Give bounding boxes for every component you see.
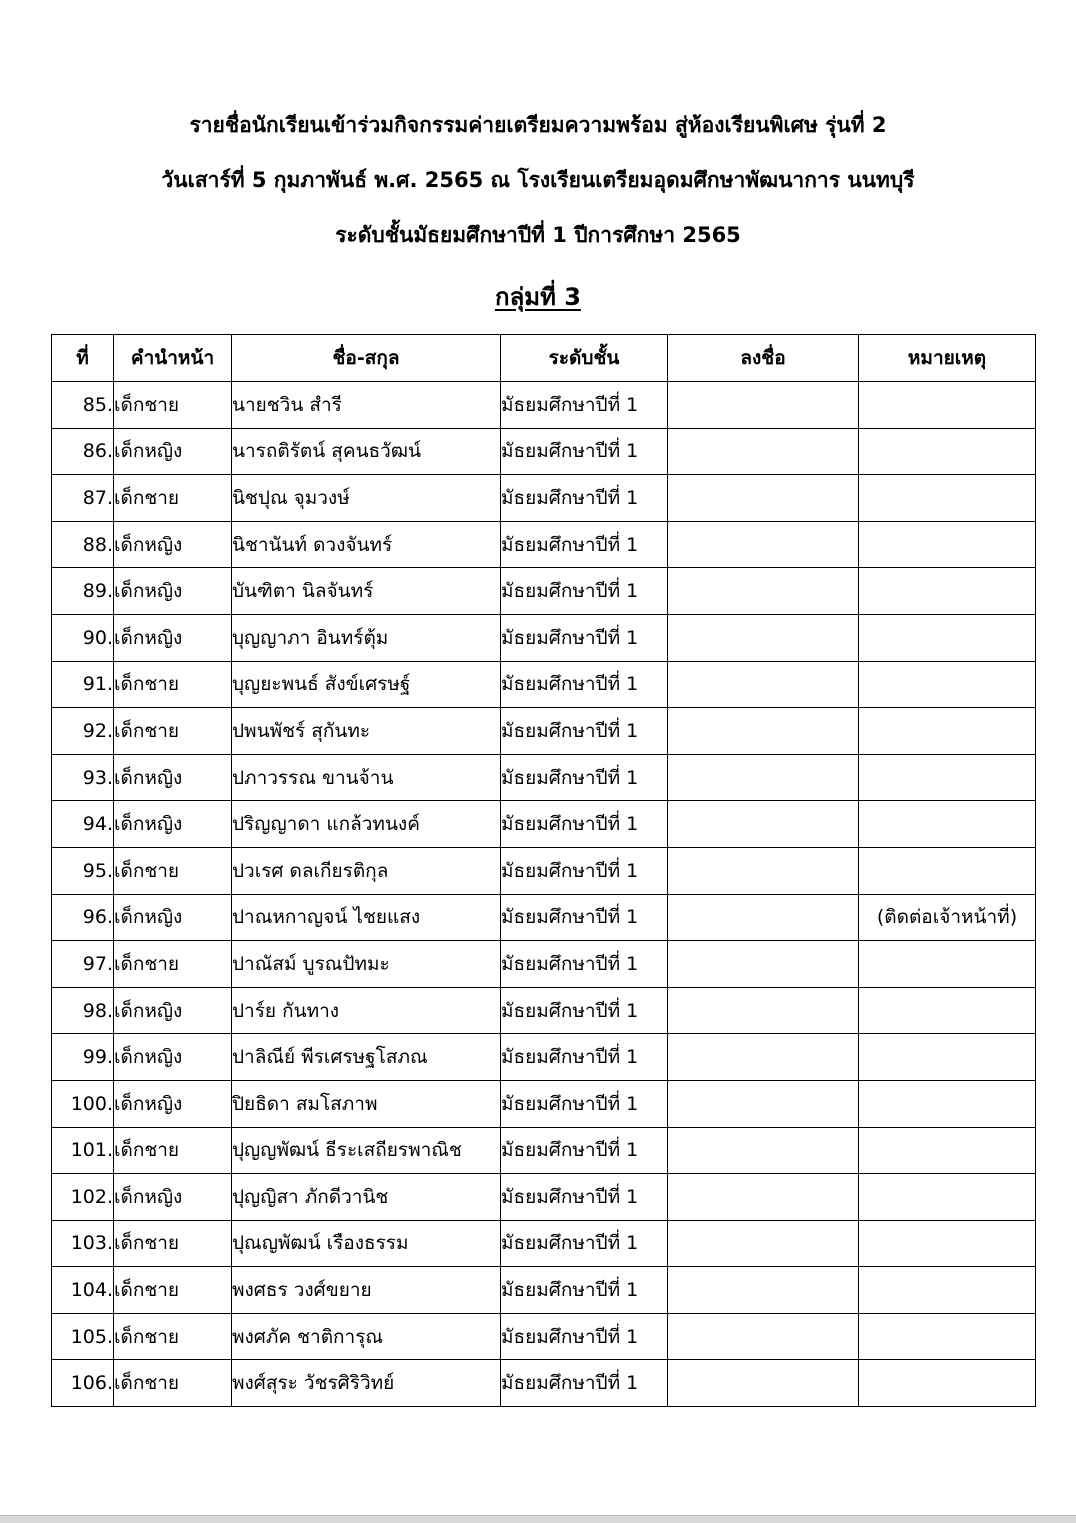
- table-row: [52, 1267, 1036, 1314]
- student-roster-table: [51, 334, 1036, 1407]
- row-remark: [859, 1360, 1036, 1407]
- row-remark: [859, 754, 1036, 801]
- row-student-name: ปุญญพัฒน์ ธีระเสถียรพาณิช: [232, 1127, 501, 1174]
- row-prefix: เด็กชาย: [114, 847, 232, 894]
- table-row: [52, 428, 1036, 475]
- row-remark: (ติดต่อเจ้าหน้าที่): [859, 894, 1036, 941]
- row-remark: [859, 661, 1036, 708]
- row-student-name: ปริญญาดา แกล้วทนงค์: [232, 801, 501, 848]
- table-header-row: [52, 335, 1036, 382]
- row-remark: [859, 521, 1036, 568]
- row-prefix: เด็กชาย: [114, 708, 232, 755]
- row-remark: [859, 475, 1036, 522]
- row-grade-level: มัธยมศึกษาปีที่ 1: [501, 382, 668, 429]
- row-remark: [859, 1313, 1036, 1360]
- row-student-name: บันฑิตา นิลจันทร์: [232, 568, 501, 615]
- row-number: 104.: [52, 1267, 114, 1314]
- row-signature-cell: [668, 1034, 859, 1081]
- table-row: [52, 1360, 1036, 1407]
- row-prefix: เด็กหญิง: [114, 1080, 232, 1127]
- row-student-name: นารถติรัตน์ สุคนธวัฒน์: [232, 428, 501, 475]
- table-row: [52, 987, 1036, 1034]
- row-grade-level: มัธยมศึกษาปีที่ 1: [501, 661, 668, 708]
- row-number: 101.: [52, 1127, 114, 1174]
- row-signature-cell: [668, 894, 859, 941]
- header-level: ระดับชั้น: [501, 335, 668, 382]
- row-student-name: ปภาวรรณ ขานจ้าน: [232, 754, 501, 801]
- row-signature-cell: [668, 847, 859, 894]
- row-grade-level: มัธยมศึกษาปีที่ 1: [501, 847, 668, 894]
- row-prefix: เด็กหญิง: [114, 428, 232, 475]
- row-number: 103.: [52, 1220, 114, 1267]
- row-prefix: เด็กหญิง: [114, 521, 232, 568]
- row-remark: [859, 382, 1036, 429]
- row-grade-level: มัธยมศึกษาปีที่ 1: [501, 1127, 668, 1174]
- row-remark: [859, 1220, 1036, 1267]
- row-signature-cell: [668, 941, 859, 988]
- row-number: 102.: [52, 1174, 114, 1221]
- row-student-name: บุญญาภา อินทร์ตุ้ม: [232, 614, 501, 661]
- row-number: 94.: [52, 801, 114, 848]
- row-signature-cell: [668, 1360, 859, 1407]
- row-number: 106.: [52, 1360, 114, 1407]
- table-row: [52, 1127, 1036, 1174]
- row-prefix: เด็กชาย: [114, 1360, 232, 1407]
- row-remark: [859, 1127, 1036, 1174]
- row-number: 97.: [52, 941, 114, 988]
- table-row: [52, 614, 1036, 661]
- row-number: 93.: [52, 754, 114, 801]
- row-remark: [859, 428, 1036, 475]
- table-row: [52, 475, 1036, 522]
- row-signature-cell: [668, 754, 859, 801]
- row-student-name: นิชานันท์ ดวงจันทร์: [232, 521, 501, 568]
- row-signature-cell: [668, 382, 859, 429]
- table-row: [52, 894, 1036, 941]
- row-signature-cell: [668, 661, 859, 708]
- row-signature-cell: [668, 1313, 859, 1360]
- row-student-name: พงศธร วงศ์ขยาย: [232, 1267, 501, 1314]
- row-number: 85.: [52, 382, 114, 429]
- row-remark: [859, 941, 1036, 988]
- row-number: 86.: [52, 428, 114, 475]
- row-grade-level: มัธยมศึกษาปีที่ 1: [501, 428, 668, 475]
- row-student-name: พงศภัค ชาติการุณ: [232, 1313, 501, 1360]
- table-row: [52, 1174, 1036, 1221]
- row-student-name: ปุณญพัฒน์ เรืองธรรม: [232, 1220, 501, 1267]
- row-signature-cell: [668, 614, 859, 661]
- row-signature-cell: [668, 987, 859, 1034]
- row-signature-cell: [668, 475, 859, 522]
- row-grade-level: มัธยมศึกษาปีที่ 1: [501, 987, 668, 1034]
- row-number: 91.: [52, 661, 114, 708]
- row-grade-level: มัธยมศึกษาปีที่ 1: [501, 1034, 668, 1081]
- row-grade-level: มัธยมศึกษาปีที่ 1: [501, 941, 668, 988]
- document-title-line-2: วันเสาร์ที่ 5 กุมภาพันธ์ พ.ศ. 2565 ณ โรงเรียนเตรียมอุดมศึกษาพัฒนาการ นนทบุรี: [161, 168, 915, 192]
- table-row: [52, 708, 1036, 755]
- row-signature-cell: [668, 708, 859, 755]
- row-number: 100.: [52, 1080, 114, 1127]
- row-student-name: พงศ์สุระ วัชรศิริวิทย์: [232, 1360, 501, 1407]
- row-signature-cell: [668, 1127, 859, 1174]
- row-signature-cell: [668, 568, 859, 615]
- row-prefix: เด็กชาย: [114, 941, 232, 988]
- header-prefix: คำนำหน้า: [114, 335, 232, 382]
- row-remark: [859, 568, 1036, 615]
- row-prefix: เด็กหญิง: [114, 894, 232, 941]
- row-remark: [859, 708, 1036, 755]
- group-label: กลุ่มที่ 3: [495, 283, 581, 311]
- table-row: [52, 754, 1036, 801]
- table-row: [52, 941, 1036, 988]
- row-grade-level: มัธยมศึกษาปีที่ 1: [501, 568, 668, 615]
- row-number: 98.: [52, 987, 114, 1034]
- table-row: [52, 847, 1036, 894]
- document-title-line-3: ระดับชั้นมัธยมศึกษาปีที่ 1 ปีการศึกษา 2565: [335, 223, 741, 247]
- row-prefix: เด็กหญิง: [114, 568, 232, 615]
- row-prefix: เด็กหญิง: [114, 1174, 232, 1221]
- row-prefix: เด็กชาย: [114, 1220, 232, 1267]
- row-student-name: นิชปุณ จุมวงษ์: [232, 475, 501, 522]
- row-number: 105.: [52, 1313, 114, 1360]
- row-remark: [859, 1080, 1036, 1127]
- header-signature: ลงชื่อ: [668, 335, 859, 382]
- row-remark: [859, 1034, 1036, 1081]
- row-prefix: เด็กหญิง: [114, 801, 232, 848]
- row-grade-level: มัธยมศึกษาปีที่ 1: [501, 614, 668, 661]
- table-row: [52, 1034, 1036, 1081]
- group-heading: [0, 281, 1076, 313]
- row-prefix: เด็กชาย: [114, 661, 232, 708]
- row-number: 99.: [52, 1034, 114, 1081]
- row-number: 89.: [52, 568, 114, 615]
- header-number: ที่: [52, 335, 114, 382]
- row-grade-level: มัธยมศึกษาปีที่ 1: [501, 1360, 668, 1407]
- row-grade-level: มัธยมศึกษาปีที่ 1: [501, 475, 668, 522]
- header-remark: หมายเหตุ: [859, 335, 1036, 382]
- row-student-name: ปพนพัชร์ สุกันทะ: [232, 708, 501, 755]
- row-student-name: บุญยะพนธ์ สังข์เศรษฐ์: [232, 661, 501, 708]
- table-row: [52, 382, 1036, 429]
- row-remark: [859, 1267, 1036, 1314]
- row-signature-cell: [668, 1267, 859, 1314]
- row-signature-cell: [668, 521, 859, 568]
- row-student-name: ปาลิณีย์ พีรเศรษฐโสภณ: [232, 1034, 501, 1081]
- row-number: 92.: [52, 708, 114, 755]
- row-number: 87.: [52, 475, 114, 522]
- row-signature-cell: [668, 1174, 859, 1221]
- row-student-name: ปิยธิดา สมโสภาพ: [232, 1080, 501, 1127]
- row-number: 88.: [52, 521, 114, 568]
- table-row: [52, 1313, 1036, 1360]
- row-grade-level: มัธยมศึกษาปีที่ 1: [501, 1174, 668, 1221]
- row-remark: [859, 614, 1036, 661]
- row-prefix: เด็กชาย: [114, 382, 232, 429]
- row-grade-level: มัธยมศึกษาปีที่ 1: [501, 521, 668, 568]
- row-remark: [859, 987, 1036, 1034]
- row-prefix: เด็กชาย: [114, 475, 232, 522]
- table-row: [52, 1080, 1036, 1127]
- row-signature-cell: [668, 801, 859, 848]
- document-title-line-1: รายชื่อนักเรียนเข้าร่วมกิจกรรมค่ายเตรียมความพร้อม สู่ห้องเรียนพิเศษ รุ่นที่ 2: [189, 113, 887, 137]
- row-grade-level: มัธยมศึกษาปีที่ 1: [501, 894, 668, 941]
- row-remark: [859, 1174, 1036, 1221]
- table-row: [52, 568, 1036, 615]
- row-grade-level: มัธยมศึกษาปีที่ 1: [501, 1267, 668, 1314]
- row-prefix: เด็กหญิง: [114, 754, 232, 801]
- row-prefix: เด็กชาย: [114, 1127, 232, 1174]
- row-prefix: เด็กหญิง: [114, 987, 232, 1034]
- row-student-name: ปาณัสม์ บูรณปัทมะ: [232, 941, 501, 988]
- table-row: [52, 801, 1036, 848]
- row-grade-level: มัธยมศึกษาปีที่ 1: [501, 1080, 668, 1127]
- row-prefix: เด็กชาย: [114, 1267, 232, 1314]
- row-signature-cell: [668, 428, 859, 475]
- row-signature-cell: [668, 1220, 859, 1267]
- row-grade-level: มัธยมศึกษาปีที่ 1: [501, 1220, 668, 1267]
- row-grade-level: มัธยมศึกษาปีที่ 1: [501, 754, 668, 801]
- header-name: ชื่อ-สกุล: [232, 335, 501, 382]
- row-number: 96.: [52, 894, 114, 941]
- row-number: 95.: [52, 847, 114, 894]
- row-signature-cell: [668, 1080, 859, 1127]
- row-prefix: เด็กหญิง: [114, 1034, 232, 1081]
- row-grade-level: มัธยมศึกษาปีที่ 1: [501, 708, 668, 755]
- row-prefix: เด็กหญิง: [114, 614, 232, 661]
- row-remark: [859, 801, 1036, 848]
- row-student-name: ปาณหกาญจน์ ไชยแสง: [232, 894, 501, 941]
- row-student-name: ปุญญิสา ภักดีวานิช: [232, 1174, 501, 1221]
- row-student-name: ปาร์ย กันทาง: [232, 987, 501, 1034]
- row-number: 90.: [52, 614, 114, 661]
- table-row: [52, 1220, 1036, 1267]
- row-grade-level: มัธยมศึกษาปีที่ 1: [501, 1313, 668, 1360]
- table-row: [52, 521, 1036, 568]
- row-prefix: เด็กชาย: [114, 1313, 232, 1360]
- table-row: [52, 661, 1036, 708]
- row-grade-level: มัธยมศึกษาปีที่ 1: [501, 801, 668, 848]
- row-remark: [859, 847, 1036, 894]
- row-student-name: นายชวิน สำรี: [232, 382, 501, 429]
- row-student-name: ปวเรศ ดลเกียรติกุล: [232, 847, 501, 894]
